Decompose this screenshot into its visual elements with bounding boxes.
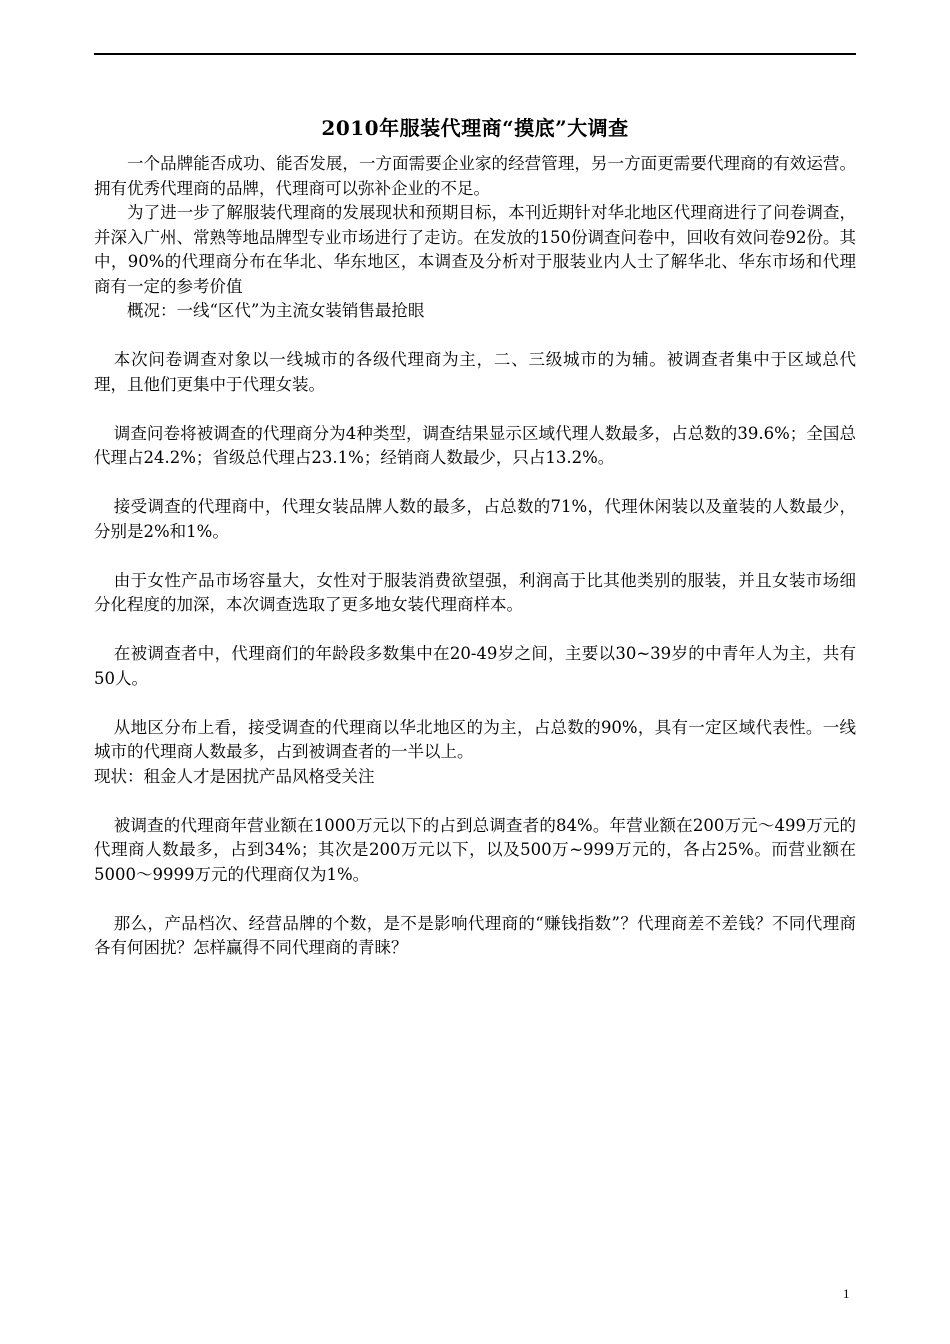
paragraph-respondents: 本次问卷调查对象以一线城市的各级代理商为主，二、三级城市的为辅。被调查者集中于区域总代理，且他们更集中于代理女装。 [94,350,856,394]
document-body [94,152,856,961]
paragraph-questions: 那么，产品档次、经营品牌的个数，是不是影响代理商的“赚钱指数”？代理商差不差钱？不同代理商各有何困扰？怎样赢得不同代理商的青睐？ [94,913,856,957]
paragraph-region: 从地区分布上看，接受调查的代理商以华北地区的为主，占总数的90%，具有一定区域代表性。一线城市的代理商人数最多，占到被调查者的一半以上。 [94,717,856,761]
page-number: 1 [843,1286,850,1301]
document-title: 2010年服装代理商“摸底”大调查 [321,116,629,140]
paragraph-agent-types: 调查问卷将被调查的代理商分为4种类型，调查结果显示区域代理人数最多，占总数的39.6%；全国总代理占24.2%；省级总代理占23.1%；经销商人数最少，只占13.2%。 [94,423,856,467]
paragraph-intro: 一个品牌能否成功、能否发展，一方面需要企业家的经营管理，另一方面更需要代理商的有效运营。拥有优秀代理商的品牌，代理商可以弥补企业的不足。 [94,154,856,198]
paragraph-survey-background: 为了进一步了解服装代理商的发展现状和预期目标，本刊近期针对华北地区代理商进行了问卷调查，并深入广州、常熟等地品牌型专业市场进行了走访。在发放的150份调查问卷中，回收有效问卷92份。其中，90%的代理商分布在华北、华东地区，本调查及分析对于服装业内人士了解华北、华东市场和代理商有一定的参考价值 [94,203,856,296]
paragraph-age: 在被调查者中，代理商们的年龄段多数集中在20-49岁之间，主要以30~39岁的中青年人为主，共有50人。 [94,644,856,688]
paragraph-product-categories: 接受调查的代理商中，代理女装品牌人数的最多，占总数的71%，代理休闲装以及童装的人数最少，分别是2%和1%。 [94,497,856,541]
paragraph-womenswear: 由于女性产品市场容量大，女性对于服装消费欲望强，利润高于比其他类别的服装，并且女装市场细分化程度的加深，本次调查选取了更多地女装代理商样本。 [94,570,856,614]
section-heading-overview: 概况：一线“区代”为主流女装销售最抢眼 [127,301,425,320]
section-heading-status: 现状：租金人才是困扰产品风格受关注 [94,766,375,786]
header-rule [94,53,856,55]
paragraph-revenue: 被调查的代理商年营业额在1000万元以下的占到总调查者的84%。年营业额在200万元～499万元的代理商人数最多，占到34%；其次是200万元以下，以及500万~999万元的，各占25%。而营业额在5000～9999万元的代理商仅为1%。 [94,815,856,884]
